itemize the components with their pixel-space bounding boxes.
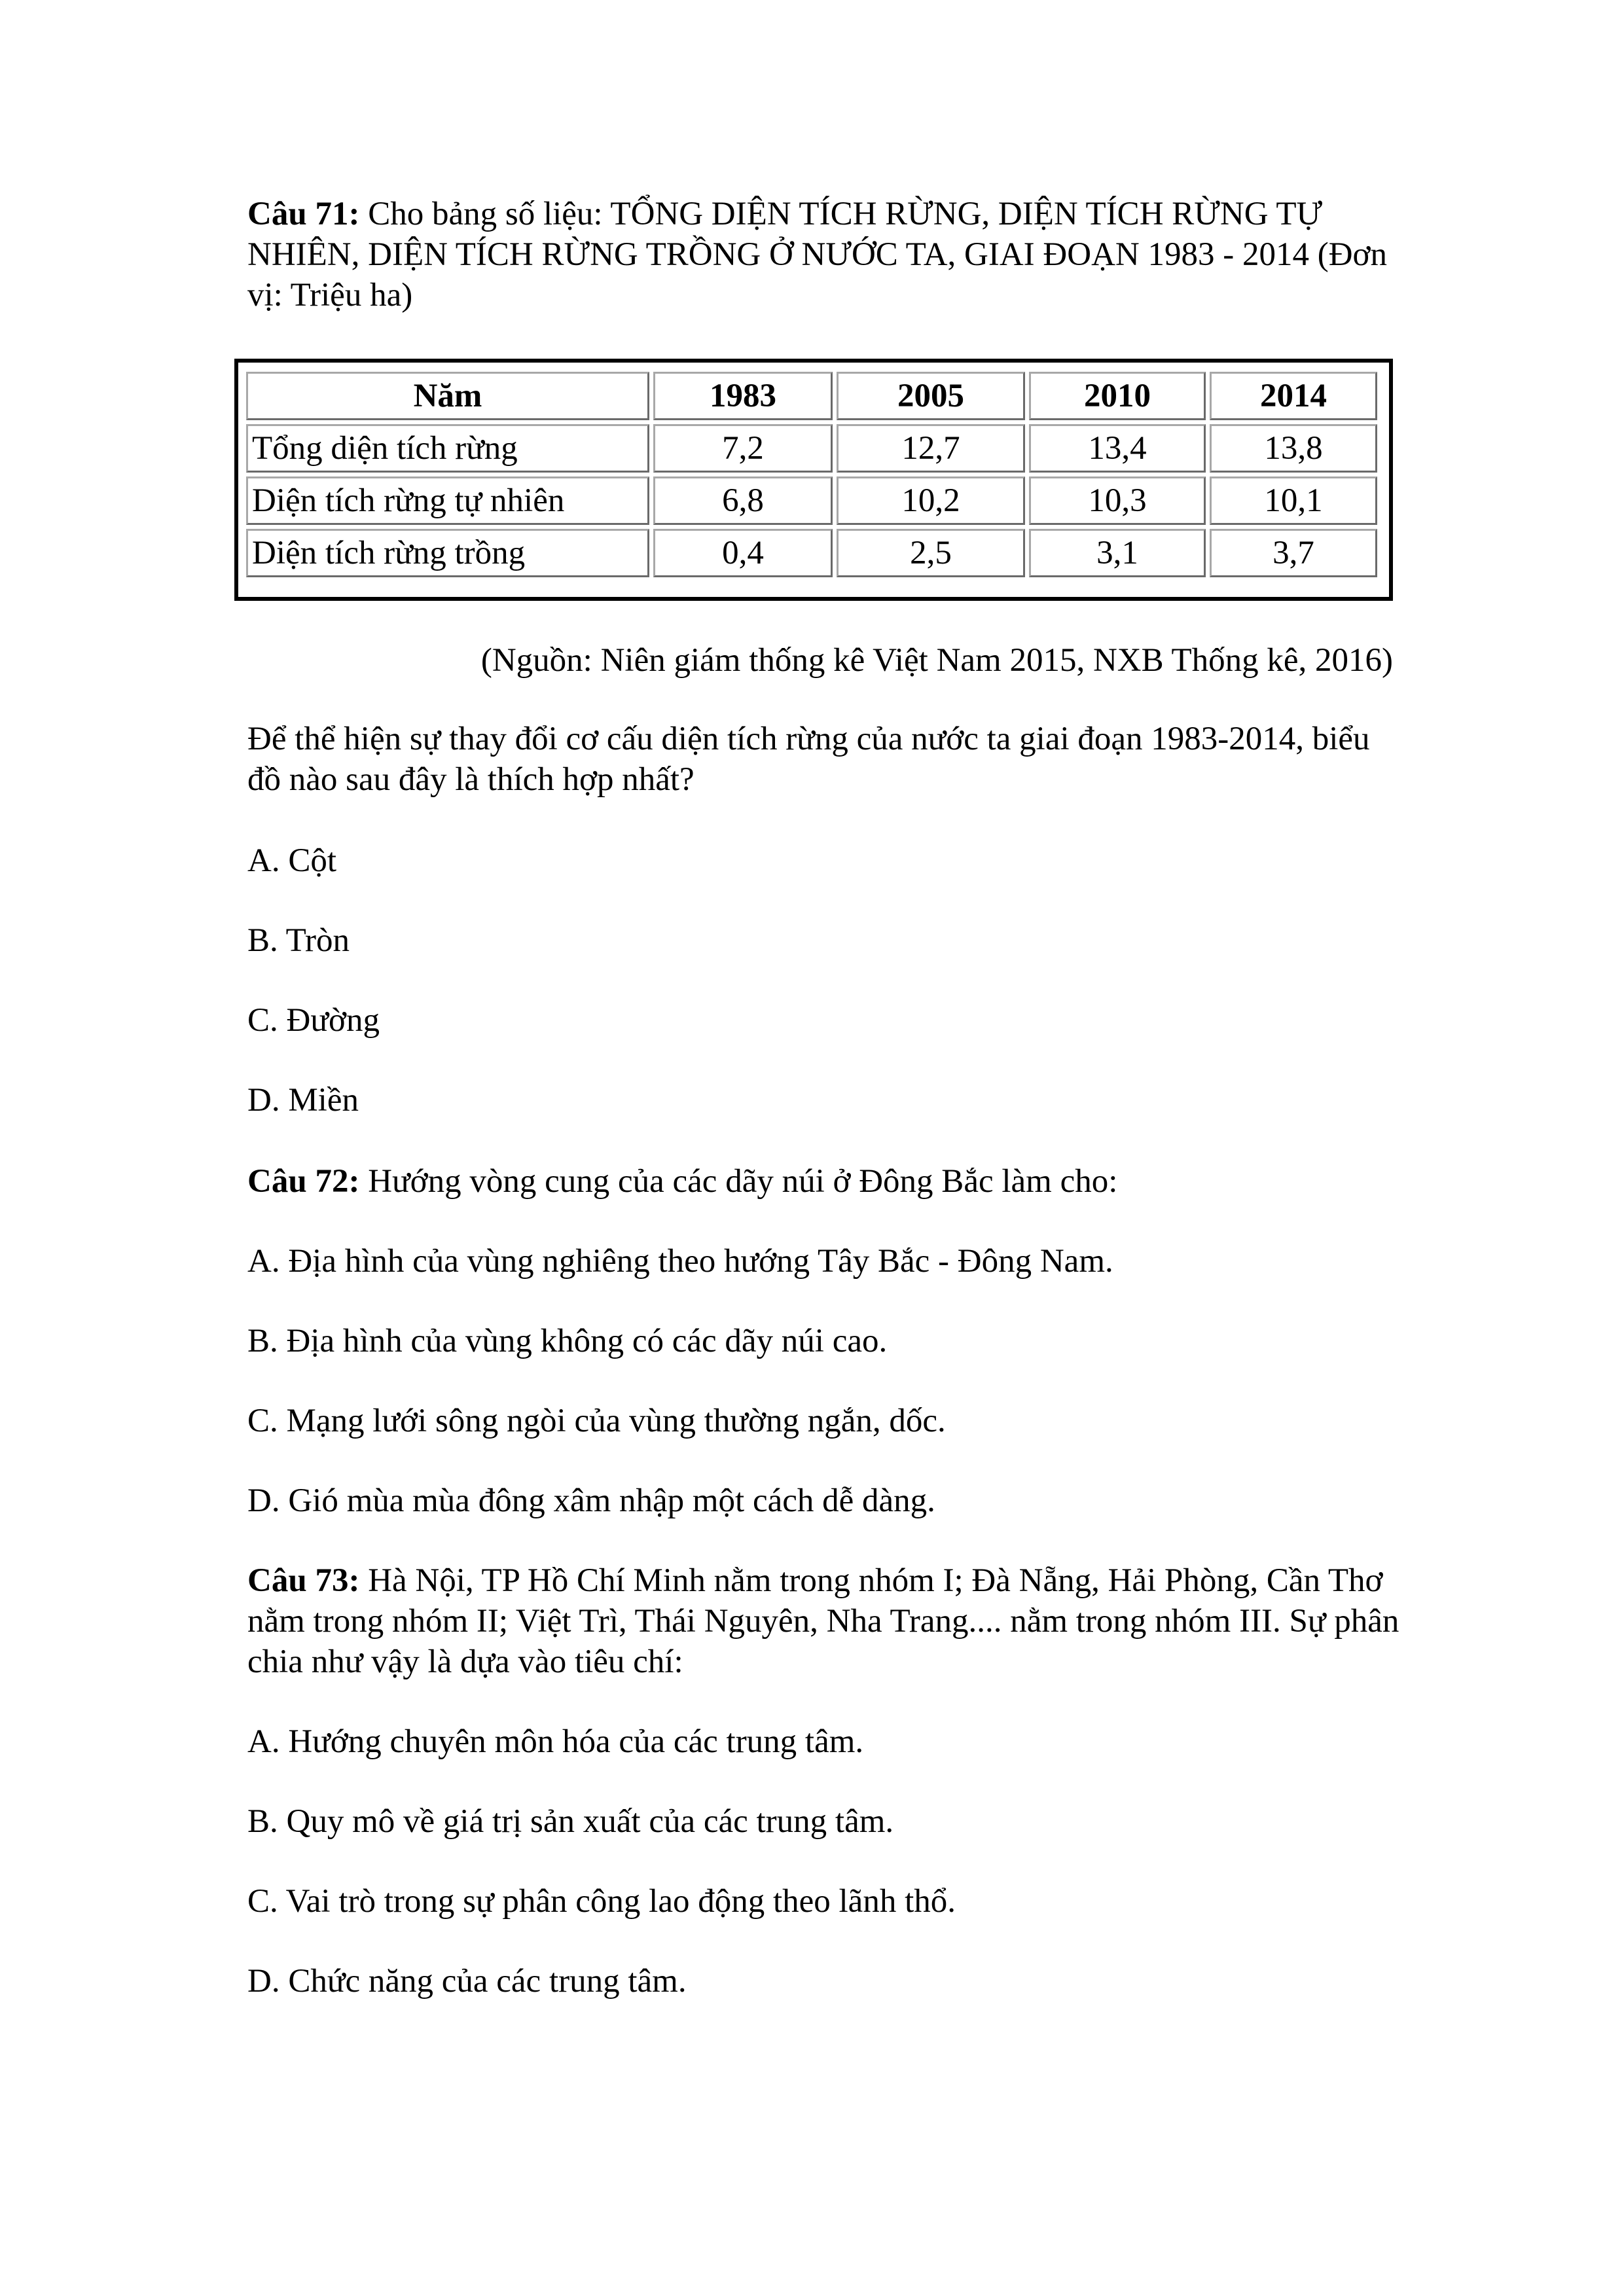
table-row [246,476,1377,525]
q71-option-c: C. Đường [247,1002,380,1039]
table-header-cell: 2010 [1029,372,1206,420]
q73-question [247,1560,1399,1682]
q72-option-c: C. Mạng lưới sông ngòi của vùng thường ngắn, dốc. [247,1403,946,1439]
q72-option-a: A. Địa hình của vùng nghiêng theo hướng Tây Bắc - Đông Nam. [247,1243,1113,1280]
q72-option-d: D. Gió mùa mùa đông xâm nhập một cách dễ dàng. [247,1482,935,1519]
table-row [246,424,1377,473]
q71-question: Để thể hiện sự thay đổi cơ cấu diện tích rừng của nước ta giai đoạn 1983-2014, biểu đồ nào sau đây là thích hợp nhất? [247,721,1370,798]
table-cell: 13,4 [1029,424,1206,473]
q71-option-b: B. Tròn [247,922,350,959]
table-cell: 13,8 [1210,424,1377,473]
table-cell: 3,1 [1029,529,1206,577]
table-cell: 7,2 [653,424,833,473]
table-source-note: (Nguồn: Niên giám thống kê Việt Nam 2015, NXB Thống kê, 2016) [480,642,1393,679]
table-header-cell: 2005 [837,372,1025,420]
table-cell: Diện tích rừng tự nhiên [246,476,649,525]
table-header-row [246,372,1377,420]
table-row [246,529,1377,577]
table-cell: 10,1 [1210,476,1377,525]
table-header-cell: 2014 [1210,372,1377,420]
q72-question [247,1161,1399,1202]
q73-option-b: B. Quy mô về giá trị sản xuất của các trung tâm. [247,1803,894,1840]
table-cell: 10,3 [1029,476,1206,525]
table-cell: 2,5 [837,529,1025,577]
table-cell: Diện tích rừng trồng [246,529,649,577]
table-cell: 0,4 [653,529,833,577]
q73-number: Câu 73: [247,1562,360,1599]
q71-intro [247,194,1399,315]
table-cell: 3,7 [1210,529,1377,577]
q71-number: Câu 71: [247,196,360,232]
q72-number: Câu 72: [247,1163,360,1200]
table-cell: 6,8 [653,476,833,525]
table-header-cell: Năm [246,372,649,420]
q73-option-c: C. Vai trò trong sự phân công lao động theo lãnh thổ. [247,1883,956,1920]
table-header-cell: 1983 [653,372,833,420]
q71-option-a: A. Cột [247,842,337,879]
forest-area-table [234,359,1393,601]
q72-question-text: Hướng vòng cung của các dãy núi ở Đông Bắc làm cho: [359,1163,1118,1200]
table-cell: 10,2 [837,476,1025,525]
table-cell: 12,7 [837,424,1025,473]
q73-option-d: D. Chức năng của các trung tâm. [247,1963,687,2000]
q72-option-b: B. Địa hình của vùng không có các dãy núi cao. [247,1323,888,1359]
q73-option-a: A. Hướng chuyên môn hóa của các trung tâm. [247,1723,864,1760]
q73-question-text: Hà Nội, TP Hồ Chí Minh nằm trong nhóm I; Đà Nẵng, Hải Phòng, Cần Thơ nằm trong nhóm II; Việt Trì, Thái Nguyên, Nha Trang.... nằm trong nhóm III. Sự phân chia như vậy là dựa vào tiêu chí: [247,1562,1399,1680]
table-cell: Tổng diện tích rừng [246,424,649,473]
q71-option-d: D. Miền [247,1082,359,1119]
q71-intro-text: Cho bảng số liệu: TỔNG DIỆN TÍCH RỪNG, DIỆN TÍCH RỪNG TỰ NHIÊN, DIỆN TÍCH RỪNG TRỒNG Ở NƯỚC TA, GIAI ĐOẠN 1983 - 2014 (Đơn vị: Triệu ha) [247,196,1387,314]
